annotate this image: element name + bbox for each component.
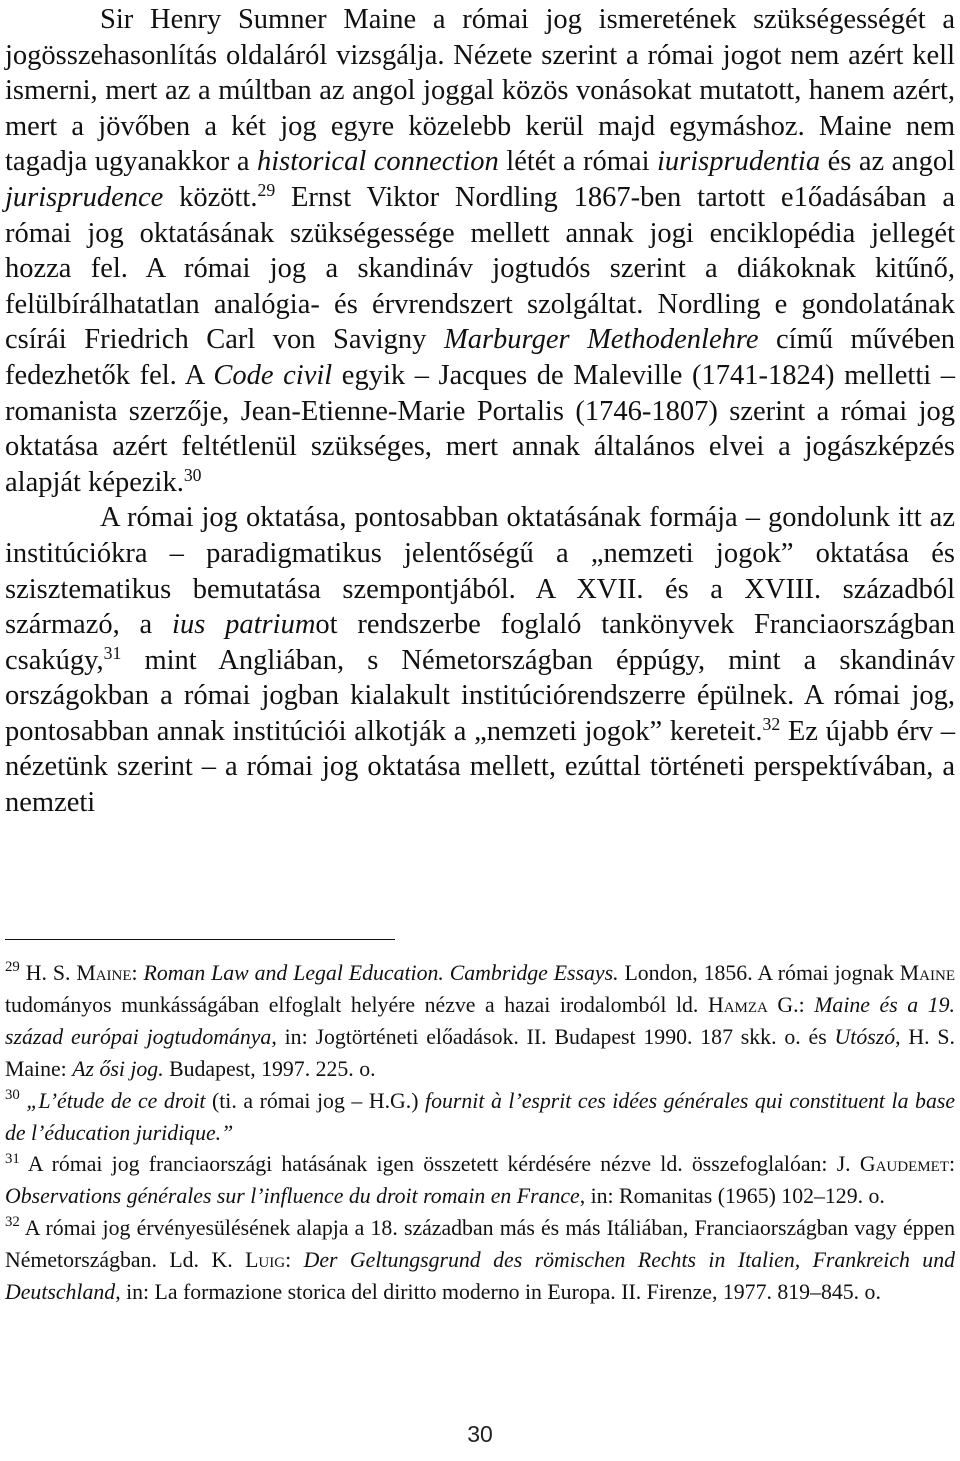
page-number: 30 xyxy=(467,1421,493,1447)
footnote-30: $^{30}$ „L’étude de ce droit (ti. a római jog – H.G.) fournit à l’esprit ces idées générales qui constituent la base de l’éducation juridique.” xyxy=(5,1086,955,1145)
footnote-reference[interactable]: 30 xyxy=(183,465,202,486)
footnote-29: $^{29}$ H. S. Maine: Roman Law and Legal Education. Cambridge Essays. London, 1856. A római jognak Maine tudományos munkásságában elfoglalt helyére nézve a hazai irodalomból ld. Hamza G.: Maine és a 19. század európai jogtudománya, in: Jogtörténeti előadások. II. Budapest 1990. 187 skk. o. és Utószó, H. S. Maine: Az ősi jog. Budapest, 1997. 225. o. xyxy=(5,959,955,1081)
paragraph: Sir Henry Sumner Maine a római jog ismeretének szükségességét a jogösszehasonlítás oldaláról vizsgálja. Nézete szerint a római jogot nem azért kell ismerni, mert az a múltban az angol joggal közös vonásokat mutatott, hanem azért, mert a jövőben a két jog egyre közelebb kerül majd egymáshoz. Maine nem tagadja ugyanakkor a historical connection létét a római iurisprudentia és az angol jurisprudence között.$^{29}$ Ernst Viktor Nordling 1867-ben tartott e1őadásában a római jog oktatásának szükségessége mellett annak jogi enciklopédia jellegét hozza fel. A római jog a skandináv jogtudós szerint a diákoknak kitűnő, felülbírálhatatlan analógia- és érvrendszert szolgáltat. Nordling e gondolatának csírái Friedrich Carl von Savigny Marburger Methodenlehre című művében fedezhetők fel. A Code civil egyik – Jacques de Maleville (1741-1824) melletti – romanista szerzője, Jean-Etienne-Marie Portalis (1746-1807) szerint a római jog oktatása azért feltétlenül szükséges, mert annak általános elvei a jogászképzés alapját képezik.$^{30}$ xyxy=(5,4,955,498)
footnote-separator xyxy=(5,939,395,940)
footnote-32: $^{32}$ A római jog érvényesülésének alapja a 18. században más és más Itáliában, Franciaországban vagy éppen Németországban. Ld. K. Luig: Der Geltungsgrund des römischen Rechts in Italien, Frankreich und Deutschland, in: La formazione storica del diritto moderno in Europa. II. Firenze, 1977. 819–845. o. xyxy=(5,1214,955,1305)
main-text xyxy=(5,2,955,821)
footnote-reference[interactable]: 31 xyxy=(103,642,122,663)
paragraph: A római jog oktatása, pontosabban oktatásának formája – gondolunk itt az institúciókra – paradigmatikus jelentőségű a „nemzeti jogok” oktatása és szisztematikus bemutatása szempontjából. A XVII. és a XVIII. századból származó, a ius patriumot rendszerbe foglaló tankönyvek Franciaországban csakúgy,$^{31}$ mint Angliában, s Németországban éppúgy, mint a skandináv országokban a római jogban kialakult institúciórendszerre épülnek. A római jog, pontosabban annak institúciói alkotják a „nemzeti jogok” kereteit.$^{32}$ Ez újabb érv – nézetünk szerint – a római jog oktatása mellett, ezúttal történeti perspektívában, a nemzeti xyxy=(5,502,956,819)
footnotes xyxy=(5,958,955,1309)
footnote-reference[interactable]: 32 xyxy=(762,714,781,735)
footnote-31: $^{31}$ A római jog franciaországi hatásának igen összetett kérdésére nézve ld. összefoglalóan: J. Gaudemet: Observations générales sur l’influence du droit romain en France, in: Romanitas (1965) 102–129. o. xyxy=(5,1150,955,1209)
footnote-reference[interactable]: 29 xyxy=(257,180,276,201)
